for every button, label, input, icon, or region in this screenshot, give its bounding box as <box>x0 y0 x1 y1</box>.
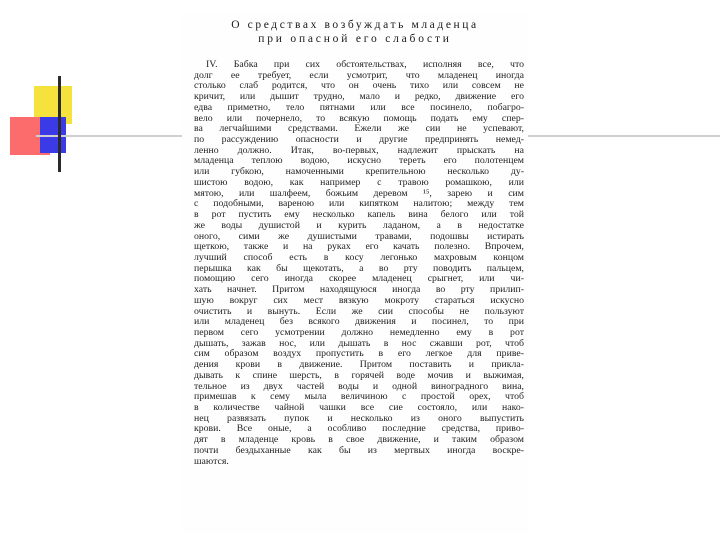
text-line: помощию сего иногда скорее младенец срыгнет, или чи- <box>194 274 524 285</box>
text-line: щеткою, также и на руках его качать полезно. Впрочем, <box>194 242 524 253</box>
text-line: шистою водою, как например с травою ромашкою, или <box>194 177 524 188</box>
text-line: в количестве чайной чашки все сие состояло, или нако- <box>194 403 524 413</box>
text-line: или губкою, намоченными крепительною несколько ду- <box>194 167 524 178</box>
title-line: О средствах возбуждать младенца <box>231 19 479 31</box>
text-line: мятою, или шалфеем, божьим деревом ¹⁵, зарею и сим <box>194 188 524 199</box>
text-line: дят в младенце кровь в свое движение, и таким образом <box>194 435 524 446</box>
page-title <box>182 18 528 46</box>
text-line: в рот пустить ему несколько капель вина белого или той <box>194 210 524 221</box>
text-line: долг ее требует, если усмотрит, что младенец иногда <box>194 70 524 81</box>
text-line: дывать к спине шерсть, в горячей воде мочив и выжимая, <box>194 370 524 381</box>
text-line: по рассуждению опасности и другие предпринять немед- <box>194 135 524 146</box>
text-line: первом сего усмотрении должно немедленно ему в рот <box>194 327 524 338</box>
text-line: оного, сими же душистыми травами, подошвы истирать <box>194 231 524 242</box>
text-line: шую вокруг сих мест вязкую мокроту стараться искусно <box>194 295 524 306</box>
text-line: едва приметно, тело пятнами или все посинело, побагро- <box>194 102 524 113</box>
text-line: почти бездыханные как бы из мертвых иногда воскре- <box>194 445 524 456</box>
text-line: тельное из двух частей воды и одной виноградного вина, <box>194 381 524 392</box>
text-line: крови. Все оные, а особливо последние средства, приво- <box>194 424 524 435</box>
text-line: перышка как бы щекотать, а во рту поводить пальцем, <box>194 263 524 274</box>
decorative-vertical-line <box>58 76 61 172</box>
text-line: с подобными, вареною или кипятком налитою; между тем <box>194 199 524 210</box>
text-line: столько слаб родится, что он очень тихо или совсем не <box>194 81 524 92</box>
text-line: дышать, зажав нос, или дышать в нос сжавши рот, чтоб <box>194 338 524 349</box>
text-line: кричит, или дышит трудно, мало и редко, движение его <box>194 92 524 103</box>
text-line: хать начнет. Притом находящуюся иногда во рту прилип- <box>194 285 524 296</box>
text-line: младенца теплою водою, искусно тереть его полотенцем <box>194 156 524 167</box>
text-line: очистить и вынуть. Если же сии способы не пользуют <box>194 306 524 317</box>
body-text <box>194 60 524 467</box>
text-line: сим образом воздух пропустить в его легкое для приве- <box>194 349 524 360</box>
text-line: шаются. <box>194 456 229 467</box>
text-line: дения крови в движение. Притом поставить и прикла- <box>194 360 524 371</box>
title-line: при опасной его слабости <box>258 33 452 45</box>
scanned-page <box>182 12 528 534</box>
text-line: же воды душистой и курить ладаном, а в недостатке <box>194 220 524 231</box>
text-line: ва легчайшими средствами. Ежели же сии не успевают, <box>194 124 524 135</box>
text-line: или младенец без всякого движения и посинел, то при <box>194 317 524 328</box>
text-line: нец развязать пупок и несколько из оного выпустить <box>194 413 524 424</box>
text-line: лучший способ есть в косу легонько махровым концом <box>194 252 524 263</box>
text-line: ленно должно. Итак, во-первых, надлежит прыскать на <box>194 145 524 156</box>
text-line: примешав к сему мыла величиною с простой орех, чтоб <box>194 392 524 403</box>
text-line: IV. Бабка при сих обстоятельствах, исполняя все, что <box>206 60 524 70</box>
text-line: вело или почернело, то всякую помощь подать ему спер- <box>194 113 524 124</box>
